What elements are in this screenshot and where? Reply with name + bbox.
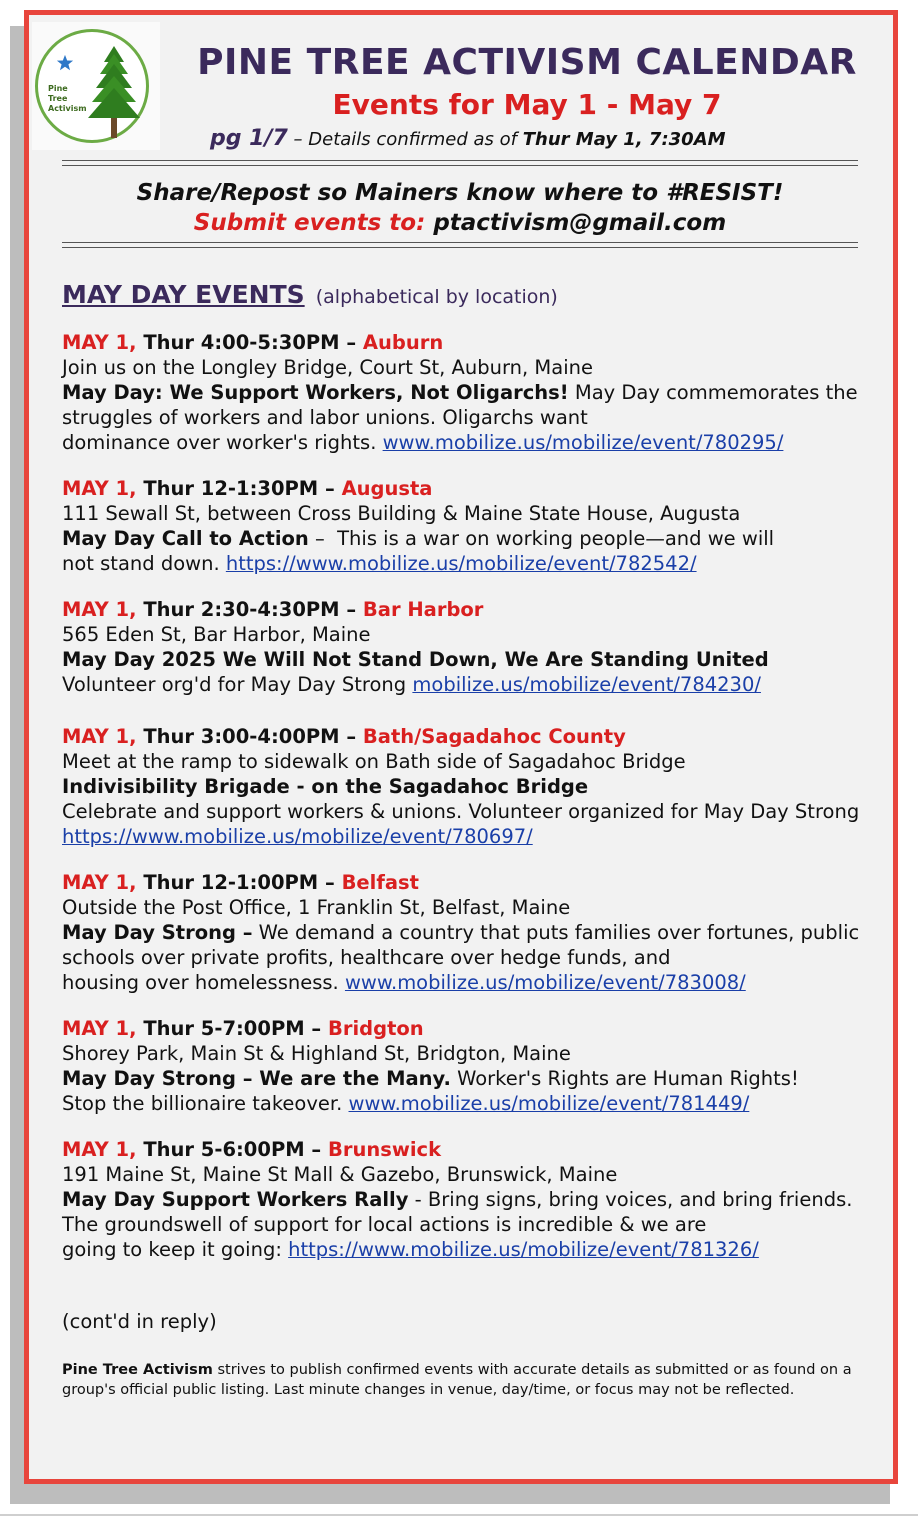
event-desc-a: – This is a war on working people—and we will bbox=[308, 527, 775, 550]
section-note: (alphabetical by location) bbox=[315, 286, 558, 308]
page-subtitle: Events for May 1 - May 7 bbox=[332, 88, 722, 121]
disclaimer-org: Pine Tree Activism bbox=[62, 1362, 213, 1378]
divider-top bbox=[62, 160, 858, 166]
event-description bbox=[62, 920, 882, 995]
event-item bbox=[62, 1137, 882, 1262]
event-link[interactable]: https://www.mobilize.us/mobilize/event/782542/ bbox=[225, 552, 697, 575]
event-description bbox=[62, 672, 882, 697]
event-desc-a: - Bring signs, bring voices, and bring friends. The groundswell of support for local actions is incredible & we are bbox=[62, 1188, 853, 1236]
disclaimer bbox=[62, 1360, 882, 1400]
submit-banner bbox=[62, 210, 858, 236]
logo bbox=[32, 22, 160, 150]
submit-label: Submit events to: bbox=[193, 210, 426, 236]
event-dateline bbox=[62, 724, 882, 749]
divider-bottom bbox=[62, 242, 858, 248]
event-date: MAY 1, bbox=[62, 477, 137, 500]
event-item bbox=[62, 330, 882, 455]
event-time: Thur 4:00-5:30PM – bbox=[143, 331, 357, 354]
event-time: Thur 3:00-4:00PM – bbox=[143, 725, 357, 748]
event-desc-b: housing over homelessness. bbox=[62, 971, 339, 994]
event-time: Thur 5-7:00PM – bbox=[143, 1017, 322, 1040]
event-date: MAY 1, bbox=[62, 1017, 137, 1040]
event-desc-b: Stop the billionaire takeover. bbox=[62, 1092, 343, 1115]
disclaimer-text: strives to publish confirmed events with accurate details as submitted or as found on a group's official public listing. Last minute changes in venue, day/time, or focus may not be reflected. bbox=[62, 1362, 852, 1398]
event-dateline bbox=[62, 1137, 882, 1162]
event-time: Thur 5-6:00PM – bbox=[143, 1138, 322, 1161]
event-title: Indivisibility Brigade - on the Sagadahoc Bridge bbox=[62, 775, 589, 798]
event-address: Join us on the Longley Bridge, Court St, Auburn, Maine bbox=[62, 356, 593, 379]
event-list bbox=[62, 330, 882, 1262]
confirmed-label: Details confirmed as of bbox=[308, 129, 517, 150]
event-location: Bar Harbor bbox=[362, 598, 484, 621]
event-dateline bbox=[62, 1016, 882, 1041]
event-title: May Day Strong – We are the Many. bbox=[62, 1067, 451, 1090]
event-date: MAY 1, bbox=[62, 1138, 137, 1161]
event-description bbox=[62, 526, 882, 576]
event-item bbox=[62, 870, 882, 995]
event-description bbox=[62, 380, 882, 455]
event-desc-a: May Day commemorates the struggles of workers and labor unions. Oligarchs want bbox=[62, 381, 858, 429]
submit-email[interactable]: ptactivism@gmail.com bbox=[433, 210, 727, 236]
event-date: MAY 1, bbox=[62, 725, 137, 748]
event-time: Thur 12-1:00PM – bbox=[143, 871, 335, 894]
event-location: Auburn bbox=[362, 331, 444, 354]
event-address: Meet at the ramp to sidewalk on Bath side of Sagadahoc Bridge bbox=[62, 750, 686, 773]
page-number: pg 1/7 bbox=[210, 126, 288, 151]
event-dateline bbox=[62, 330, 882, 355]
event-location: Bath/Sagadahoc County bbox=[362, 725, 626, 748]
event-desc-b: going to keep it going: bbox=[62, 1238, 282, 1261]
event-time: Thur 2:30-4:30PM – bbox=[143, 598, 357, 621]
event-description bbox=[62, 1066, 882, 1116]
event-title: May Day Support Workers Rally bbox=[62, 1188, 409, 1211]
event-address: 191 Maine St, Maine St Mall & Gazebo, Brunswick, Maine bbox=[62, 1163, 618, 1186]
page-title: PINE TREE ACTIVISM CALENDAR bbox=[197, 42, 857, 83]
event-link[interactable]: https://www.mobilize.us/mobilize/event/781326/ bbox=[288, 1238, 759, 1261]
event-title: May Day Call to Action bbox=[62, 527, 309, 550]
event-item bbox=[62, 476, 882, 576]
event-item bbox=[62, 597, 882, 697]
event-desc-b: not stand down. bbox=[62, 552, 220, 575]
event-date: MAY 1, bbox=[62, 871, 137, 894]
event-item bbox=[62, 724, 882, 849]
page-info bbox=[210, 126, 880, 151]
section-header bbox=[62, 280, 558, 309]
event-date: MAY 1, bbox=[62, 331, 137, 354]
share-banner: Share/Repost so Mainers know where to #RESIST! bbox=[136, 180, 784, 206]
event-link[interactable]: https://www.mobilize.us/mobilize/event/780697/ bbox=[62, 825, 533, 848]
logo-circle bbox=[35, 29, 149, 143]
event-description bbox=[62, 799, 882, 849]
event-dateline bbox=[62, 870, 882, 895]
event-description bbox=[62, 1187, 882, 1262]
event-desc-a: Worker's Rights are Human Rights! bbox=[457, 1067, 799, 1090]
event-link[interactable]: www.mobilize.us/mobilize/event/781449/ bbox=[348, 1092, 750, 1115]
logo-text: Pine Tree Activism bbox=[48, 84, 87, 113]
page-bottom-divider bbox=[0, 1514, 918, 1516]
confirmed-time: Thur May 1, 7:30AM bbox=[522, 129, 726, 150]
event-location: Augusta bbox=[341, 477, 433, 500]
event-date: MAY 1, bbox=[62, 598, 137, 621]
event-title: May Day Strong – bbox=[62, 921, 253, 944]
event-desc-b: Strong bbox=[794, 800, 860, 823]
section-heading: MAY DAY EVENTS bbox=[62, 280, 305, 309]
event-time: Thur 12-1:30PM – bbox=[143, 477, 335, 500]
event-address: Shorey Park, Main St & Highland St, Bridgton, Maine bbox=[62, 1042, 571, 1065]
event-link[interactable]: www.mobilize.us/mobilize/event/780295/ bbox=[382, 431, 784, 454]
event-address: Outside the Post Office, 1 Franklin St, Belfast, Maine bbox=[62, 896, 571, 919]
event-desc-b: Volunteer org'd for May Day Strong bbox=[62, 673, 407, 696]
event-location: Bridgton bbox=[327, 1017, 424, 1040]
event-title: May Day 2025 We Will Not Stand Down, We Are Standing United bbox=[62, 648, 769, 671]
event-link[interactable]: www.mobilize.us/mobilize/event/783008/ bbox=[344, 971, 746, 994]
event-dateline bbox=[62, 597, 882, 622]
star-icon bbox=[56, 54, 74, 72]
page-info-dash: – bbox=[293, 129, 303, 150]
event-desc-a: We demand a country that puts families over fortunes, public schools over private profits, healthcare over hedge funds, and bbox=[62, 921, 860, 969]
event-dateline bbox=[62, 476, 882, 501]
continued-note: (cont'd in reply) bbox=[62, 1310, 217, 1333]
event-address: 111 Sewall St, between Cross Building & Maine State House, Augusta bbox=[62, 502, 741, 525]
event-desc-b: dominance over worker's rights. bbox=[62, 431, 377, 454]
event-location: Belfast bbox=[341, 871, 419, 894]
event-title: May Day: We Support Workers, Not Oligarchs! bbox=[62, 381, 569, 404]
pine-tree-icon bbox=[86, 44, 142, 140]
event-location: Brunswick bbox=[327, 1138, 442, 1161]
event-desc-a: Celebrate and support workers & unions. Volunteer organized for May Day bbox=[62, 800, 789, 823]
event-link[interactable]: mobilize.us/mobilize/event/784230/ bbox=[412, 673, 761, 696]
event-item bbox=[62, 1016, 882, 1116]
event-address: 565 Eden St, Bar Harbor, Maine bbox=[62, 623, 371, 646]
